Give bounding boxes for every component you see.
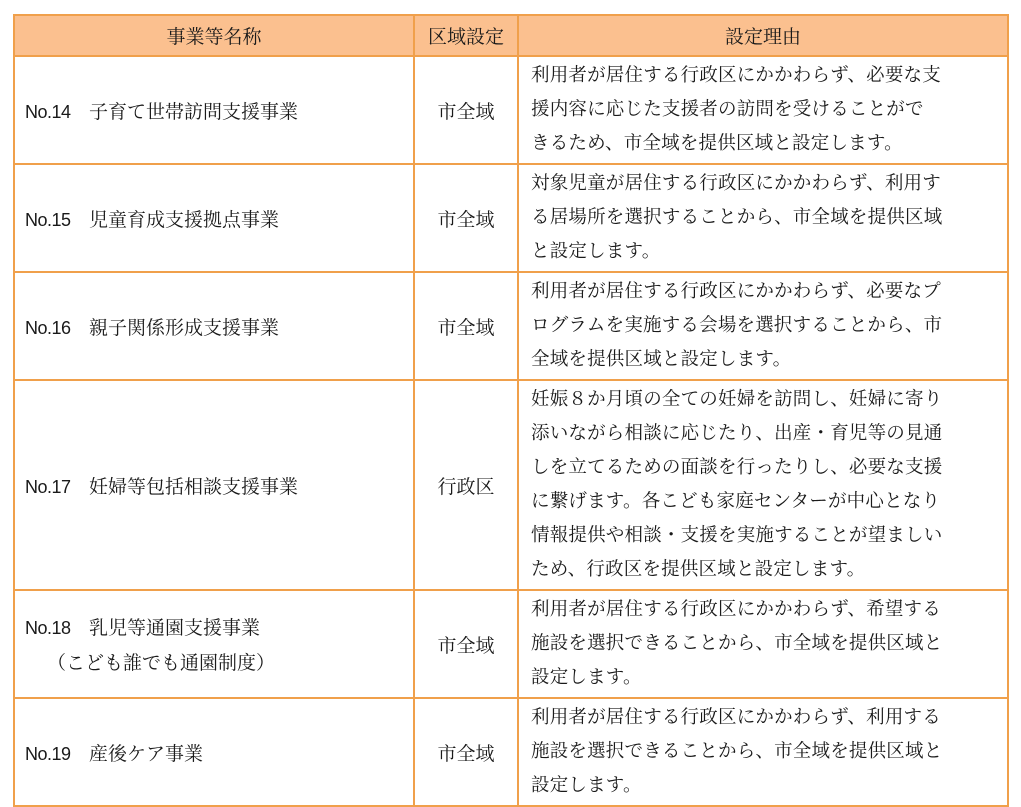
- item-number: No.16: [25, 317, 71, 338]
- name-cell: [14, 272, 414, 380]
- area-cell: 市全域: [414, 272, 518, 380]
- reason-cell: [518, 56, 1008, 164]
- table-body: [14, 56, 1008, 806]
- table-row: [14, 272, 1008, 380]
- reason-cell: [518, 380, 1008, 590]
- reason-line: 情報提供や相談・支援を実施することが望ましい: [531, 525, 943, 546]
- reason-line: に繋げます。各こども家庭センターが中心となり: [531, 491, 941, 512]
- table-row: [14, 56, 1008, 164]
- reason-line: 妊娠８か月頃の全ての妊婦を訪問し、妊婦に寄り: [531, 389, 943, 410]
- table-row: [14, 380, 1008, 590]
- reason-cell: [518, 698, 1008, 806]
- table-header: [14, 15, 1008, 56]
- reason-line: と設定します。: [531, 241, 661, 262]
- item-number: No.19: [25, 743, 71, 764]
- reason-line: 援内容に応じた支援者の訪問を受けることがで: [531, 99, 924, 120]
- header-reason: 設定理由: [518, 15, 1008, 56]
- table-row: [14, 698, 1008, 806]
- reason-line: 利用者が居住する行政区にかかわらず、必要なプ: [531, 281, 941, 302]
- area-cell: 市全域: [414, 698, 518, 806]
- item-number: No.17: [25, 476, 71, 497]
- area-cell: 行政区: [414, 380, 518, 590]
- table-row: [14, 590, 1008, 698]
- item-name: 子育て世帯訪問支援事業: [89, 100, 299, 123]
- service-area-table: [13, 14, 1009, 807]
- name-cell: [14, 56, 414, 164]
- area-cell: 市全域: [414, 164, 518, 272]
- name-cell: [14, 380, 414, 590]
- item-number: No.14: [25, 101, 71, 122]
- name-cell: [14, 590, 414, 698]
- reason-line: きるため、市全域を提供区域と設定します。: [531, 133, 903, 154]
- name-cell: [14, 164, 414, 272]
- item-name: 児童育成支援拠点事業: [89, 208, 280, 231]
- item-number: No.18: [25, 618, 71, 638]
- reason-line: ため、行政区を提供区域と設定します。: [531, 559, 866, 580]
- reason-line: 対象児童が居住する行政区にかかわらず、利用す: [531, 173, 941, 194]
- reason-line: る居場所を選択することから、市全域を提供区域: [531, 207, 943, 228]
- reason-cell: [518, 272, 1008, 380]
- reason-line: 利用者が居住する行政区にかかわらず、必要な支: [531, 65, 941, 86]
- reason-line: 設定します。: [531, 775, 642, 796]
- area-cell: 市全域: [414, 56, 518, 164]
- reason-line: 利用者が居住する行政区にかかわらず、利用する: [531, 707, 941, 728]
- table-row: [14, 164, 1008, 272]
- reason-line: 全域を提供区域と設定します。: [531, 349, 792, 370]
- reason-line: 設定します。: [531, 667, 642, 688]
- header-name: 事業等名称: [14, 15, 414, 56]
- reason-line: 添いながら相談に応じたり、出産・育児等の見通: [531, 423, 943, 444]
- reason-cell: [518, 164, 1008, 272]
- header-area: 区域設定: [414, 15, 518, 56]
- reason-line: 施設を選択できることから、市全域を提供区域と: [531, 741, 943, 762]
- reason-line: 施設を選択できることから、市全域を提供区域と: [531, 633, 943, 654]
- reason-line: しを立てるための面談を行ったりし、必要な支援: [531, 457, 943, 478]
- item-name-subtitle: （こども誰でも通園制度）: [47, 652, 276, 674]
- item-number: No.15: [25, 209, 71, 230]
- item-name: 妊婦等包括相談支援事業: [89, 475, 299, 498]
- reason-cell: [518, 590, 1008, 698]
- item-name: 産後ケア事業: [89, 742, 204, 765]
- reason-line: ログラムを実施する会場を選択することから、市: [531, 315, 943, 336]
- area-cell: 市全域: [414, 590, 518, 698]
- item-name: 親子関係形成支援事業: [89, 316, 280, 339]
- header-row: [14, 15, 1008, 56]
- name-cell: [14, 698, 414, 806]
- reason-line: 利用者が居住する行政区にかかわらず、希望する: [531, 599, 941, 620]
- item-name: 乳児等通園支援事業: [89, 617, 261, 639]
